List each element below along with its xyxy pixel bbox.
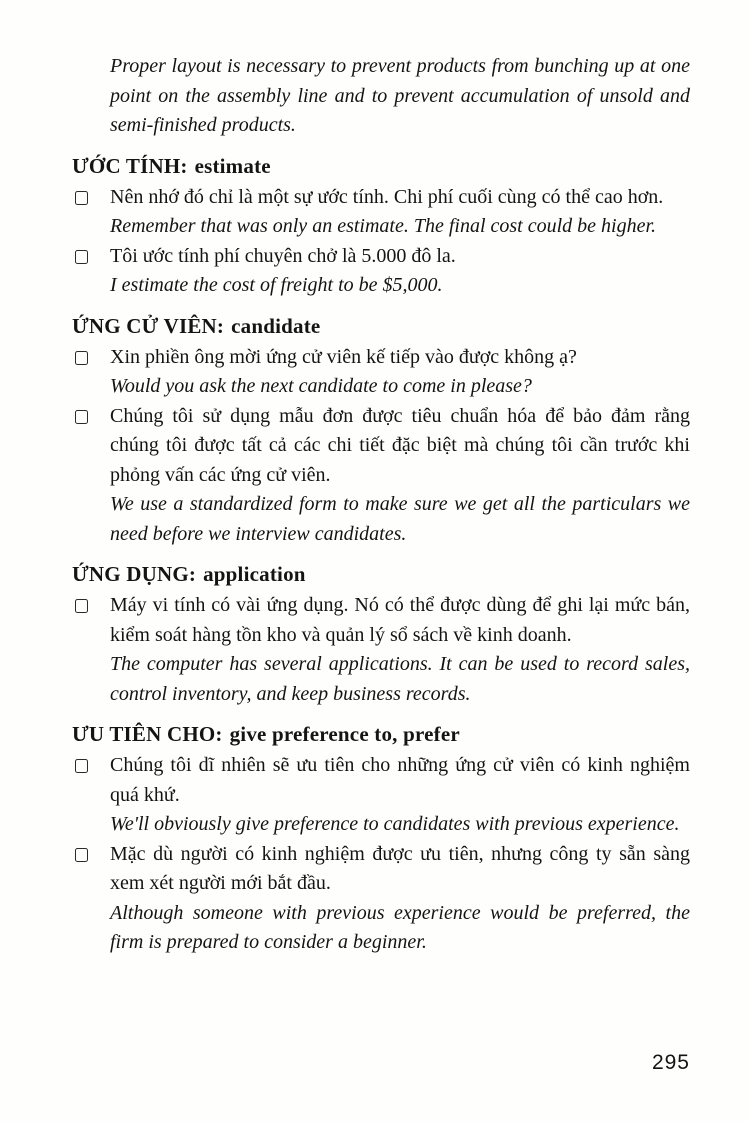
entry — [72, 343, 690, 402]
english-translation: We use a standardized form to make sure we get all the particulars we need before we interview candidates. — [110, 493, 690, 545]
bullet-square-icon — [75, 759, 88, 773]
vietnamese-sentence: Mặc dù người có kinh nghiệm được ưu tiên, nhưng công ty sẵn sàng xem xét người mới bắt đầu. — [110, 842, 690, 894]
entry — [72, 183, 690, 242]
definition: candidate — [231, 313, 321, 338]
definition: estimate — [194, 153, 271, 178]
section-uu-tien-cho — [72, 721, 690, 958]
english-translation: Remember that was only an estimate. The final cost could be higher. — [110, 215, 657, 237]
entry — [72, 591, 690, 709]
section-heading — [72, 153, 690, 180]
bullet-square-icon — [75, 410, 88, 424]
headword: ỨNG CỬ VIÊN: — [72, 313, 225, 338]
definition: give preference to, prefer — [229, 722, 460, 746]
entry — [72, 751, 690, 840]
section-heading — [72, 721, 690, 748]
section-ung-cu-vien — [72, 313, 690, 550]
headword: ỨNG DỤNG: — [72, 562, 197, 586]
english-translation: We'll obviously give preference to candidates with previous experience. — [110, 813, 680, 835]
intro-translation: Proper layout is necessary to prevent products from bunching up at one point on the assembly line and to prevent accumulation of unsold and semi-finished products. — [110, 55, 690, 136]
bullet-square-icon — [75, 250, 88, 264]
headword: ƯU TIÊN CHO: — [72, 722, 223, 746]
english-translation: Would you ask the next candidate to come in please? — [110, 375, 532, 397]
english-translation: The computer has several applications. It can be used to record sales, control inventory, and keep business records. — [110, 653, 690, 705]
section-heading — [72, 313, 690, 340]
bullet-square-icon — [75, 191, 88, 205]
entry — [72, 242, 690, 301]
vietnamese-sentence: Tôi ước tính phí chuyên chở là 5.000 đô la. — [110, 244, 456, 267]
english-translation: Although someone with previous experience would be preferred, the firm is prepared to consider a beginner. — [110, 901, 690, 953]
bullet-square-icon — [75, 848, 88, 862]
bullet-square-icon — [75, 351, 88, 365]
entry — [72, 402, 690, 550]
section-uoc-tinh — [72, 153, 690, 301]
definition: application — [203, 562, 306, 586]
vietnamese-sentence: Xin phiền ông mời ứng cử viên kế tiếp vào được không ạ? — [110, 345, 577, 368]
vietnamese-sentence: Chúng tôi dĩ nhiên sẽ ưu tiên cho những ứng cử viên có kinh nghiệm quá khứ. — [110, 754, 690, 806]
english-translation: I estimate the cost of freight to be $5,000. — [110, 274, 443, 296]
vietnamese-sentence: Nên nhớ đó chỉ là một sự ước tính. Chi phí cuối cùng có thể cao hơn. — [110, 185, 664, 208]
section-ung-dung — [72, 561, 690, 709]
vietnamese-sentence: Chúng tôi sử dụng mẫu đơn được tiêu chuẩn hóa để bảo đảm rằng chúng tôi được tất cả các chi tiết đặc biệt mà chúng tôi cần trước khi phỏng vấn các ứng cử viên. — [110, 404, 690, 486]
vietnamese-sentence: Máy vi tính có vài ứng dụng. Nó có thể được dùng để ghi lại mức bán, kiểm soát hàng tồn kho và quản lý sổ sách về kinh doanh. — [110, 594, 690, 646]
entry — [72, 840, 690, 958]
section-heading — [72, 561, 690, 588]
bullet-square-icon — [75, 599, 88, 613]
page-number: 295 — [651, 1051, 690, 1074]
headword: ƯỚC TÍNH: — [72, 153, 188, 178]
